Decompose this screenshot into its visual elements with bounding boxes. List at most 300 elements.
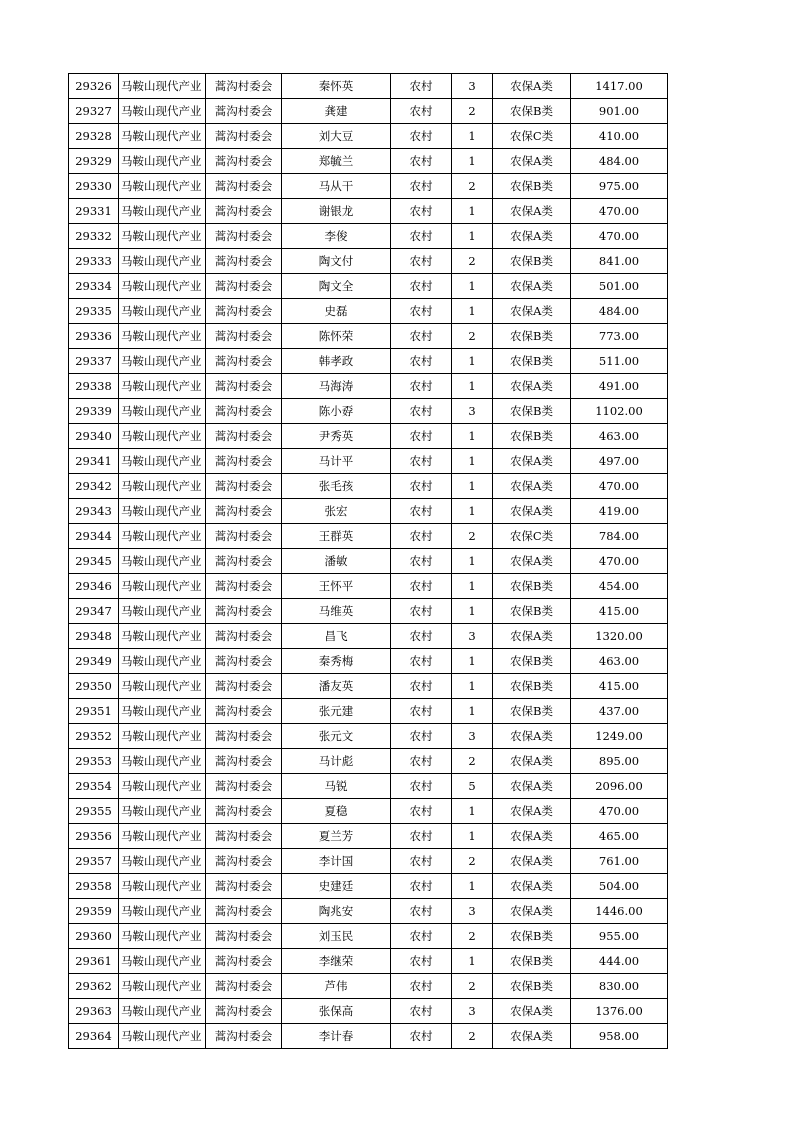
amount-cell: 504.00: [571, 874, 668, 899]
name-cell: 昌飞: [282, 624, 391, 649]
residence-type-cell: 农村: [391, 1024, 452, 1049]
household-count-cell: 1: [452, 499, 493, 524]
insurance-category-cell: 农保A类: [493, 149, 571, 174]
amount-cell: 465.00: [571, 824, 668, 849]
company-cell: 马鞍山现代产业: [119, 974, 206, 999]
amount-cell: 1376.00: [571, 999, 668, 1024]
company-cell: 马鞍山现代产业: [119, 224, 206, 249]
insurance-category-cell: 农保A类: [493, 624, 571, 649]
household-count-cell: 1: [452, 874, 493, 899]
amount-cell: 975.00: [571, 174, 668, 199]
row-number-cell: 29359: [69, 899, 119, 924]
name-cell: 芦伟: [282, 974, 391, 999]
row-number-cell: 29339: [69, 399, 119, 424]
committee-cell: 蒿沟村委会: [206, 1024, 282, 1049]
row-number-cell: 29349: [69, 649, 119, 674]
row-number-cell: 29363: [69, 999, 119, 1024]
company-cell: 马鞍山现代产业: [119, 399, 206, 424]
table-row: [69, 174, 668, 199]
household-count-cell: 1: [452, 299, 493, 324]
name-cell: 李继荣: [282, 949, 391, 974]
residence-type-cell: 农村: [391, 299, 452, 324]
household-count-cell: 1: [452, 474, 493, 499]
insurance-category-cell: 农保B类: [493, 949, 571, 974]
row-number-cell: 29340: [69, 424, 119, 449]
company-cell: 马鞍山现代产业: [119, 549, 206, 574]
residence-type-cell: 农村: [391, 374, 452, 399]
residence-type-cell: 农村: [391, 224, 452, 249]
committee-cell: 蒿沟村委会: [206, 524, 282, 549]
amount-cell: 784.00: [571, 524, 668, 549]
insurance-category-cell: 农保A类: [493, 299, 571, 324]
insurance-category-cell: 农保C类: [493, 524, 571, 549]
name-cell: 陈小孬: [282, 399, 391, 424]
company-cell: 马鞍山现代产业: [119, 524, 206, 549]
household-count-cell: 2: [452, 974, 493, 999]
amount-cell: 444.00: [571, 949, 668, 974]
insurance-category-cell: 农保B类: [493, 574, 571, 599]
row-number-cell: 29333: [69, 249, 119, 274]
insurance-category-cell: 农保A类: [493, 549, 571, 574]
row-number-cell: 29338: [69, 374, 119, 399]
name-cell: 陶文付: [282, 249, 391, 274]
household-count-cell: 2: [452, 849, 493, 874]
row-number-cell: 29342: [69, 474, 119, 499]
committee-cell: 蒿沟村委会: [206, 474, 282, 499]
residence-type-cell: 农村: [391, 174, 452, 199]
company-cell: 马鞍山现代产业: [119, 899, 206, 924]
residence-type-cell: 农村: [391, 124, 452, 149]
table-row: [69, 149, 668, 174]
row-number-cell: 29329: [69, 149, 119, 174]
amount-cell: 415.00: [571, 599, 668, 624]
household-count-cell: 3: [452, 624, 493, 649]
row-number-cell: 29326: [69, 74, 119, 99]
committee-cell: 蒿沟村委会: [206, 799, 282, 824]
insurance-category-cell: 农保A类: [493, 224, 571, 249]
amount-cell: 2096.00: [571, 774, 668, 799]
name-cell: 秦怀英: [282, 74, 391, 99]
company-cell: 马鞍山现代产业: [119, 74, 206, 99]
company-cell: 马鞍山现代产业: [119, 124, 206, 149]
table-row: [69, 524, 668, 549]
table-row: [69, 999, 668, 1024]
insurance-category-cell: 农保A类: [493, 449, 571, 474]
table-row: [69, 624, 668, 649]
committee-cell: 蒿沟村委会: [206, 399, 282, 424]
household-count-cell: 1: [452, 199, 493, 224]
committee-cell: 蒿沟村委会: [206, 574, 282, 599]
name-cell: 陶文全: [282, 274, 391, 299]
household-count-cell: 1: [452, 149, 493, 174]
row-number-cell: 29362: [69, 974, 119, 999]
insurance-category-cell: 农保A类: [493, 499, 571, 524]
name-cell: 李计春: [282, 1024, 391, 1049]
table-row: [69, 1024, 668, 1049]
table-row: [69, 824, 668, 849]
committee-cell: 蒿沟村委会: [206, 649, 282, 674]
residence-type-cell: 农村: [391, 574, 452, 599]
name-cell: 马海涛: [282, 374, 391, 399]
residence-type-cell: 农村: [391, 524, 452, 549]
household-count-cell: 1: [452, 674, 493, 699]
row-number-cell: 29327: [69, 99, 119, 124]
row-number-cell: 29335: [69, 299, 119, 324]
committee-cell: 蒿沟村委会: [206, 949, 282, 974]
household-count-cell: 2: [452, 749, 493, 774]
name-cell: 刘大豆: [282, 124, 391, 149]
residence-type-cell: 农村: [391, 499, 452, 524]
amount-cell: 484.00: [571, 299, 668, 324]
company-cell: 马鞍山现代产业: [119, 649, 206, 674]
amount-cell: 463.00: [571, 424, 668, 449]
company-cell: 马鞍山现代产业: [119, 274, 206, 299]
company-cell: 马鞍山现代产业: [119, 474, 206, 499]
amount-cell: 501.00: [571, 274, 668, 299]
insurance-category-cell: 农保A类: [493, 824, 571, 849]
residence-type-cell: 农村: [391, 599, 452, 624]
residence-type-cell: 农村: [391, 149, 452, 174]
row-number-cell: 29330: [69, 174, 119, 199]
residence-type-cell: 农村: [391, 349, 452, 374]
company-cell: 马鞍山现代产业: [119, 1024, 206, 1049]
amount-cell: 454.00: [571, 574, 668, 599]
committee-cell: 蒿沟村委会: [206, 924, 282, 949]
household-count-cell: 1: [452, 949, 493, 974]
residence-type-cell: 农村: [391, 199, 452, 224]
table-row: [69, 274, 668, 299]
insurance-category-cell: 农保B类: [493, 99, 571, 124]
table-row: [69, 899, 668, 924]
row-number-cell: 29357: [69, 849, 119, 874]
committee-cell: 蒿沟村委会: [206, 499, 282, 524]
name-cell: 张宏: [282, 499, 391, 524]
table-row: [69, 774, 668, 799]
row-number-cell: 29343: [69, 499, 119, 524]
committee-cell: 蒿沟村委会: [206, 374, 282, 399]
insurance-category-cell: 农保B类: [493, 649, 571, 674]
name-cell: 尹秀英: [282, 424, 391, 449]
amount-cell: 415.00: [571, 674, 668, 699]
name-cell: 马计彪: [282, 749, 391, 774]
name-cell: 龚建: [282, 99, 391, 124]
row-number-cell: 29337: [69, 349, 119, 374]
household-count-cell: 1: [452, 549, 493, 574]
table-row: [69, 224, 668, 249]
committee-cell: 蒿沟村委会: [206, 999, 282, 1024]
insurance-category-cell: 农保A类: [493, 799, 571, 824]
name-cell: 张元文: [282, 724, 391, 749]
insurance-category-cell: 农保A类: [493, 199, 571, 224]
name-cell: 刘玉民: [282, 924, 391, 949]
insurance-category-cell: 农保B类: [493, 399, 571, 424]
committee-cell: 蒿沟村委会: [206, 349, 282, 374]
committee-cell: 蒿沟村委会: [206, 99, 282, 124]
table-row: [69, 674, 668, 699]
row-number-cell: 29364: [69, 1024, 119, 1049]
amount-cell: 958.00: [571, 1024, 668, 1049]
table-row: [69, 99, 668, 124]
name-cell: 马维英: [282, 599, 391, 624]
insurance-category-cell: 农保B类: [493, 599, 571, 624]
committee-cell: 蒿沟村委会: [206, 899, 282, 924]
household-count-cell: 1: [452, 374, 493, 399]
name-cell: 潘友英: [282, 674, 391, 699]
name-cell: 李计国: [282, 849, 391, 874]
residence-type-cell: 农村: [391, 974, 452, 999]
household-count-cell: 3: [452, 399, 493, 424]
amount-cell: 901.00: [571, 99, 668, 124]
table-row: [69, 874, 668, 899]
household-count-cell: 2: [452, 324, 493, 349]
name-cell: 陈怀荣: [282, 324, 391, 349]
residence-type-cell: 农村: [391, 924, 452, 949]
household-count-cell: 1: [452, 599, 493, 624]
row-number-cell: 29355: [69, 799, 119, 824]
insurance-category-cell: 农保B类: [493, 924, 571, 949]
residence-type-cell: 农村: [391, 624, 452, 649]
name-cell: 陶兆安: [282, 899, 391, 924]
amount-cell: 773.00: [571, 324, 668, 349]
committee-cell: 蒿沟村委会: [206, 299, 282, 324]
company-cell: 马鞍山现代产业: [119, 774, 206, 799]
amount-cell: 470.00: [571, 199, 668, 224]
committee-cell: 蒿沟村委会: [206, 74, 282, 99]
company-cell: 马鞍山现代产业: [119, 449, 206, 474]
name-cell: 秦秀梅: [282, 649, 391, 674]
name-cell: 张毛孩: [282, 474, 391, 499]
row-number-cell: 29358: [69, 874, 119, 899]
residence-type-cell: 农村: [391, 274, 452, 299]
residence-type-cell: 农村: [391, 774, 452, 799]
residence-type-cell: 农村: [391, 249, 452, 274]
household-count-cell: 3: [452, 724, 493, 749]
residence-type-cell: 农村: [391, 399, 452, 424]
insurance-category-cell: 农保A类: [493, 474, 571, 499]
committee-cell: 蒿沟村委会: [206, 974, 282, 999]
insurance-category-cell: 农保A类: [493, 74, 571, 99]
insurance-category-cell: 农保A类: [493, 899, 571, 924]
amount-cell: 470.00: [571, 224, 668, 249]
committee-cell: 蒿沟村委会: [206, 149, 282, 174]
company-cell: 马鞍山现代产业: [119, 699, 206, 724]
company-cell: 马鞍山现代产业: [119, 624, 206, 649]
row-number-cell: 29356: [69, 824, 119, 849]
company-cell: 马鞍山现代产业: [119, 574, 206, 599]
insurance-category-cell: 农保A类: [493, 724, 571, 749]
residence-type-cell: 农村: [391, 649, 452, 674]
row-number-cell: 29334: [69, 274, 119, 299]
residence-type-cell: 农村: [391, 949, 452, 974]
table-row: [69, 474, 668, 499]
table-row: [69, 849, 668, 874]
household-count-cell: 1: [452, 424, 493, 449]
amount-cell: 470.00: [571, 549, 668, 574]
insurance-category-cell: 农保A类: [493, 999, 571, 1024]
household-count-cell: 1: [452, 274, 493, 299]
company-cell: 马鞍山现代产业: [119, 874, 206, 899]
company-cell: 马鞍山现代产业: [119, 674, 206, 699]
insurance-category-cell: 农保B类: [493, 324, 571, 349]
insurance-category-cell: 农保A类: [493, 374, 571, 399]
household-count-cell: 3: [452, 999, 493, 1024]
insurance-category-cell: 农保A类: [493, 274, 571, 299]
name-cell: 王怀平: [282, 574, 391, 599]
residence-type-cell: 农村: [391, 699, 452, 724]
amount-cell: 955.00: [571, 924, 668, 949]
amount-cell: 470.00: [571, 799, 668, 824]
household-count-cell: 2: [452, 524, 493, 549]
household-count-cell: 5: [452, 774, 493, 799]
amount-cell: 1320.00: [571, 624, 668, 649]
committee-cell: 蒿沟村委会: [206, 849, 282, 874]
table-row: [69, 199, 668, 224]
household-count-cell: 1: [452, 124, 493, 149]
company-cell: 马鞍山现代产业: [119, 924, 206, 949]
name-cell: 郑毓兰: [282, 149, 391, 174]
company-cell: 马鞍山现代产业: [119, 599, 206, 624]
name-cell: 马计平: [282, 449, 391, 474]
company-cell: 马鞍山现代产业: [119, 799, 206, 824]
row-number-cell: 29332: [69, 224, 119, 249]
committee-cell: 蒿沟村委会: [206, 724, 282, 749]
amount-cell: 761.00: [571, 849, 668, 874]
committee-cell: 蒿沟村委会: [206, 549, 282, 574]
row-number-cell: 29341: [69, 449, 119, 474]
amount-cell: 437.00: [571, 699, 668, 724]
row-number-cell: 29346: [69, 574, 119, 599]
residence-type-cell: 农村: [391, 724, 452, 749]
row-number-cell: 29328: [69, 124, 119, 149]
amount-cell: 511.00: [571, 349, 668, 374]
household-count-cell: 2: [452, 174, 493, 199]
household-count-cell: 1: [452, 224, 493, 249]
row-number-cell: 29361: [69, 949, 119, 974]
company-cell: 马鞍山现代产业: [119, 724, 206, 749]
table-row: [69, 549, 668, 574]
row-number-cell: 29344: [69, 524, 119, 549]
committee-cell: 蒿沟村委会: [206, 674, 282, 699]
company-cell: 马鞍山现代产业: [119, 424, 206, 449]
row-number-cell: 29352: [69, 724, 119, 749]
household-count-cell: 3: [452, 899, 493, 924]
table-row: [69, 349, 668, 374]
name-cell: 谢银龙: [282, 199, 391, 224]
amount-cell: 830.00: [571, 974, 668, 999]
company-cell: 马鞍山现代产业: [119, 174, 206, 199]
residence-type-cell: 农村: [391, 799, 452, 824]
residence-type-cell: 农村: [391, 899, 452, 924]
name-cell: 马锐: [282, 774, 391, 799]
residence-type-cell: 农村: [391, 74, 452, 99]
household-count-cell: 2: [452, 1024, 493, 1049]
residence-type-cell: 农村: [391, 449, 452, 474]
insurance-category-cell: 农保B类: [493, 349, 571, 374]
residence-type-cell: 农村: [391, 849, 452, 874]
name-cell: 马从干: [282, 174, 391, 199]
insurance-category-cell: 农保B类: [493, 674, 571, 699]
row-number-cell: 29360: [69, 924, 119, 949]
table-row: [69, 124, 668, 149]
insurance-category-cell: 农保B类: [493, 249, 571, 274]
name-cell: 张保高: [282, 999, 391, 1024]
table-row: [69, 974, 668, 999]
table-row: [69, 574, 668, 599]
table-row: [69, 599, 668, 624]
table-row: [69, 74, 668, 99]
row-number-cell: 29345: [69, 549, 119, 574]
table-row: [69, 299, 668, 324]
table-row: [69, 699, 668, 724]
name-cell: 张元建: [282, 699, 391, 724]
amount-cell: 419.00: [571, 499, 668, 524]
insurance-category-cell: 农保A类: [493, 849, 571, 874]
residence-type-cell: 农村: [391, 324, 452, 349]
company-cell: 马鞍山现代产业: [119, 999, 206, 1024]
company-cell: 马鞍山现代产业: [119, 374, 206, 399]
table-row: [69, 724, 668, 749]
committee-cell: 蒿沟村委会: [206, 199, 282, 224]
insurance-category-cell: 农保A类: [493, 774, 571, 799]
residence-type-cell: 农村: [391, 99, 452, 124]
table-row: [69, 649, 668, 674]
name-cell: 王群英: [282, 524, 391, 549]
household-count-cell: 1: [452, 649, 493, 674]
committee-cell: 蒿沟村委会: [206, 774, 282, 799]
company-cell: 马鞍山现代产业: [119, 749, 206, 774]
table-row: [69, 449, 668, 474]
residence-type-cell: 农村: [391, 424, 452, 449]
insurance-category-cell: 农保B类: [493, 424, 571, 449]
company-cell: 马鞍山现代产业: [119, 824, 206, 849]
row-number-cell: 29353: [69, 749, 119, 774]
committee-cell: 蒿沟村委会: [206, 224, 282, 249]
committee-cell: 蒿沟村委会: [206, 274, 282, 299]
committee-cell: 蒿沟村委会: [206, 249, 282, 274]
committee-cell: 蒿沟村委会: [206, 174, 282, 199]
row-number-cell: 29350: [69, 674, 119, 699]
household-count-cell: 2: [452, 249, 493, 274]
amount-cell: 1446.00: [571, 899, 668, 924]
residence-type-cell: 农村: [391, 874, 452, 899]
residence-type-cell: 农村: [391, 674, 452, 699]
amount-cell: 470.00: [571, 474, 668, 499]
insurance-category-cell: 农保C类: [493, 124, 571, 149]
row-number-cell: 29331: [69, 199, 119, 224]
table-body: [69, 74, 668, 1049]
residence-type-cell: 农村: [391, 824, 452, 849]
insurance-category-cell: 农保A类: [493, 749, 571, 774]
table-row: [69, 249, 668, 274]
amount-cell: 1249.00: [571, 724, 668, 749]
committee-cell: 蒿沟村委会: [206, 824, 282, 849]
amount-cell: 1417.00: [571, 74, 668, 99]
residence-type-cell: 农村: [391, 549, 452, 574]
committee-cell: 蒿沟村委会: [206, 599, 282, 624]
table-row: [69, 799, 668, 824]
name-cell: 潘敏: [282, 549, 391, 574]
table-row: [69, 499, 668, 524]
household-count-cell: 1: [452, 349, 493, 374]
table-row: [69, 374, 668, 399]
name-cell: 韩孝政: [282, 349, 391, 374]
table-row: [69, 424, 668, 449]
insurance-category-cell: 农保A类: [493, 874, 571, 899]
row-number-cell: 29351: [69, 699, 119, 724]
company-cell: 马鞍山现代产业: [119, 99, 206, 124]
name-cell: 夏兰芳: [282, 824, 391, 849]
table-row: [69, 749, 668, 774]
